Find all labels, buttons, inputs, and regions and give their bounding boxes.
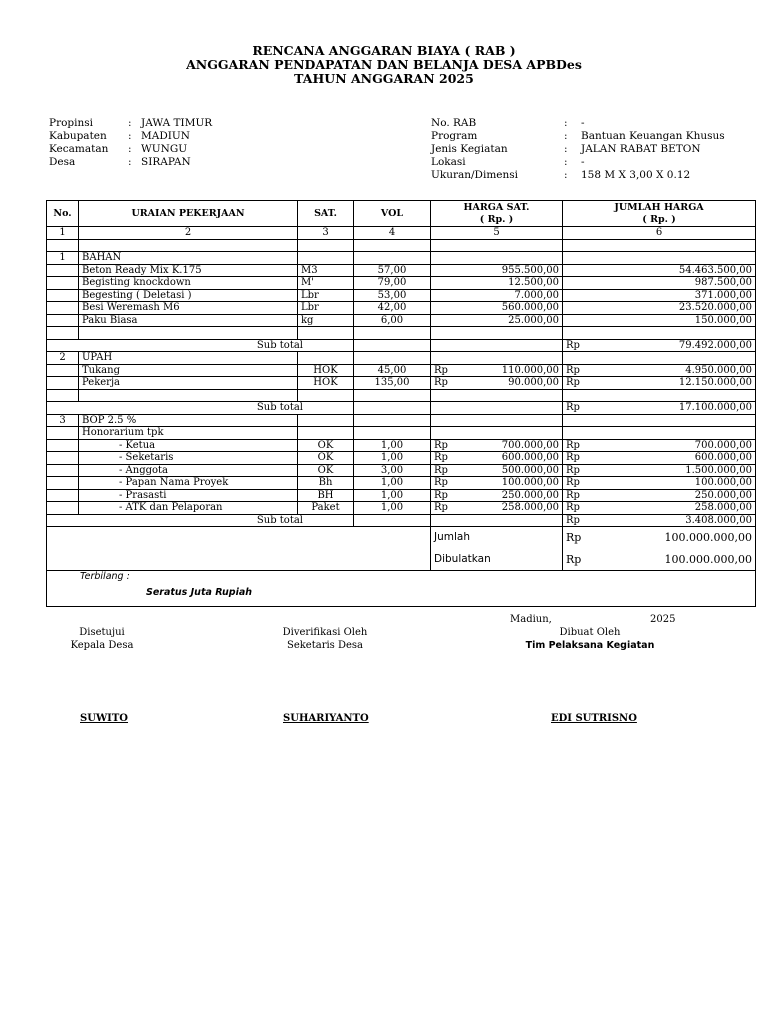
info-row [431, 143, 761, 156]
item-no-cell [47, 364, 79, 377]
empty-cell [431, 239, 563, 252]
info-value: Bantuan Keuangan Khusus [581, 130, 725, 142]
empty-cell [563, 389, 756, 402]
item-total: 258.000,00 [599, 502, 756, 515]
item-unit: HOK [298, 377, 354, 390]
info-row [49, 117, 379, 130]
currency-label: Rp [431, 477, 467, 490]
jumlah-row [47, 527, 756, 549]
info-value: MADIUN [141, 130, 190, 142]
footer-seketaris-desa: Seketaris Desa [286, 640, 364, 651]
item-name: - Anggota [79, 464, 298, 477]
terbilang-value: Seratus Juta Rupiah [146, 587, 252, 598]
section-row [47, 352, 756, 365]
item-total: 1.500.000,00 [599, 464, 756, 477]
item-unit: M3 [298, 264, 354, 277]
empty-cell [298, 239, 354, 252]
header-jumlah-line2: ( Rp. ) [642, 213, 676, 225]
item-volume: 135,00 [354, 377, 431, 390]
header-jumlah-line1: JUMLAH HARGA [614, 201, 704, 213]
section-row [47, 414, 756, 427]
table-cell [298, 414, 354, 427]
section-row [47, 252, 756, 265]
item-no-cell [47, 489, 79, 502]
table-cell [298, 427, 354, 440]
info-value: - [581, 117, 585, 129]
dibulatkan-value: 100.000.000,00 [599, 549, 756, 571]
info-separator: : [564, 143, 568, 155]
table-cell [431, 514, 563, 527]
info-value: WUNGU [141, 143, 188, 155]
item-no-cell [47, 377, 79, 390]
footer-diverifikasi: Diverifikasi Oleh [282, 627, 368, 638]
currency-label: Rp [563, 339, 599, 352]
info-label: Ukuran/Dimensi [431, 169, 519, 181]
table-row [47, 464, 756, 477]
info-separator: : [564, 169, 568, 181]
footer-place: Madiun, [510, 614, 552, 625]
item-no-cell [47, 439, 79, 452]
item-name: - ATK dan Pelaporan [79, 502, 298, 515]
currency-label: Rp [563, 464, 599, 477]
info-label: Kecamatan [49, 143, 109, 155]
item-no-cell [47, 277, 79, 290]
item-unit: M' [298, 277, 354, 290]
item-unit-price: 955.500,00 [431, 264, 563, 277]
table-row [47, 502, 756, 515]
currency-label: Rp [431, 489, 467, 502]
header-uraian: URAIAN PEKERJAAN [79, 201, 298, 227]
item-no-cell [47, 289, 79, 302]
currency-label: Rp [563, 549, 599, 571]
colnum-cell: 3 [298, 227, 354, 240]
table-cell [431, 427, 563, 440]
table-cell [354, 402, 431, 415]
empty-cell [354, 327, 431, 340]
section-number: 3 [47, 414, 79, 427]
item-no-cell [47, 264, 79, 277]
info-row [49, 130, 379, 143]
item-name: - Ketua [79, 439, 298, 452]
empty-cell [354, 389, 431, 402]
item-total: 12.150.000,00 [599, 377, 756, 390]
doc-title-line2: ANGGARAN PENDAPATAN DAN BELANJA DESA APBDes [186, 57, 582, 72]
item-unit-price: 110.000,00 [467, 364, 563, 377]
item-volume: 6,00 [354, 314, 431, 327]
doc-title-line1: RENCANA ANGGARAN BIAYA ( RAB ) [252, 43, 516, 58]
info-row [49, 143, 379, 156]
table-row [47, 489, 756, 502]
item-total: 4.950.000,00 [599, 364, 756, 377]
table-cell [563, 427, 756, 440]
item-volume: 45,00 [354, 364, 431, 377]
info-separator: : [564, 130, 568, 142]
empty-row [47, 327, 756, 340]
item-no-cell [47, 502, 79, 515]
empty-cell [563, 327, 756, 340]
info-row [49, 156, 379, 169]
item-unit: OK [298, 464, 354, 477]
currency-label: Rp [563, 502, 599, 515]
empty-cell [79, 327, 298, 340]
item-total: 700.000,00 [599, 439, 756, 452]
item-name: - Seketaris [79, 452, 298, 465]
item-name: - Prasasti [79, 489, 298, 502]
item-unit: Lbr [298, 289, 354, 302]
currency-label: Rp [563, 527, 599, 549]
currency-label: Rp [563, 364, 599, 377]
item-total: 371.000,00 [563, 289, 756, 302]
colnum-cell: 2 [79, 227, 298, 240]
currency-label: Rp [431, 364, 467, 377]
item-total: 600.000,00 [599, 452, 756, 465]
terbilang-row [47, 571, 756, 607]
info-row [431, 117, 761, 130]
item-volume: 3,00 [354, 464, 431, 477]
table-cell [354, 352, 431, 365]
item-no-cell [47, 464, 79, 477]
info-label: Propinsi [49, 117, 93, 129]
table-cell [431, 252, 563, 265]
item-total: 100.000,00 [599, 477, 756, 490]
item-unit-price: 12.500,00 [431, 277, 563, 290]
doc-title-line3: TAHUN ANGGARAN 2025 [294, 71, 474, 86]
item-unit-price: 250.000,00 [467, 489, 563, 502]
header-vol: VOL [354, 201, 431, 227]
header-sat: SAT. [298, 201, 354, 227]
empty-row [47, 389, 756, 402]
table-cell [431, 339, 563, 352]
subtotal-value: 79.492.000,00 [599, 339, 756, 352]
item-unit-price: 25.000,00 [431, 314, 563, 327]
item-unit-price: 560.000,00 [431, 302, 563, 315]
info-row [431, 156, 761, 169]
empty-cell [298, 327, 354, 340]
currency-label: Rp [563, 477, 599, 490]
item-name: Begesting ( Deletasi ) [79, 289, 298, 302]
subtotal-row [47, 402, 756, 415]
item-unit-price: 600.000,00 [467, 452, 563, 465]
signer-kepala-desa: SUWITO [80, 713, 129, 724]
item-name: Pekerja [79, 377, 298, 390]
table-cell [354, 514, 431, 527]
colnum-cell: 4 [354, 227, 431, 240]
item-unit: OK [298, 439, 354, 452]
table-row [47, 364, 756, 377]
info-label: Kabupaten [49, 130, 107, 142]
currency-label: Rp [563, 377, 599, 390]
currency-label: Rp [431, 452, 467, 465]
section-title: BAHAN [79, 252, 298, 265]
info-label: Desa [49, 156, 76, 168]
info-value: - [581, 156, 585, 168]
item-name: Tukang [79, 364, 298, 377]
empty-cell [47, 389, 79, 402]
info-separator: : [128, 143, 132, 155]
table-cell [354, 427, 431, 440]
item-unit: Paket [298, 502, 354, 515]
info-separator: : [128, 130, 132, 142]
item-name: Begisting knockdown [79, 277, 298, 290]
footer-tim: Tim Pelaksana Kegiatan [525, 640, 655, 651]
column-number-row [47, 227, 756, 240]
item-unit: Bh [298, 477, 354, 490]
currency-label: Rp [563, 489, 599, 502]
table-row [47, 302, 756, 315]
table-row [47, 452, 756, 465]
info-separator: : [564, 156, 568, 168]
section-title: BOP 2.5 % [79, 414, 298, 427]
item-name: - Papan Nama Proyek [79, 477, 298, 490]
table-row [47, 377, 756, 390]
empty-row [47, 239, 756, 252]
item-total: 987.500,00 [563, 277, 756, 290]
section-subtitle-row [47, 427, 756, 440]
item-total: 250.000,00 [599, 489, 756, 502]
subtotal-label: Sub total [47, 339, 354, 352]
item-volume: 1,00 [354, 502, 431, 515]
item-no-cell [47, 477, 79, 490]
subtotal-row [47, 514, 756, 527]
table-row [47, 264, 756, 277]
item-volume: 1,00 [354, 439, 431, 452]
currency-label: Rp [563, 402, 599, 415]
item-volume: 1,00 [354, 489, 431, 502]
table-cell [431, 414, 563, 427]
header-harga-line2: ( Rp. ) [479, 213, 514, 225]
info-label: Jenis Kegiatan [431, 143, 508, 155]
table-cell [354, 414, 431, 427]
table-row [47, 439, 756, 452]
subtotal-value: 17.100.000,00 [599, 402, 756, 415]
footer-disetujui: Disetujui [79, 627, 125, 638]
table-cell [431, 352, 563, 365]
terbilang-label: Terbilang : [80, 571, 130, 582]
item-no-cell [47, 452, 79, 465]
table-cell [563, 352, 756, 365]
item-total: 54.463.500,00 [563, 264, 756, 277]
subtotal-value: 3.408.000,00 [599, 514, 756, 527]
item-unit-price: 500.000,00 [467, 464, 563, 477]
table-cell [563, 252, 756, 265]
currency-label: Rp [563, 439, 599, 452]
info-label: Lokasi [431, 156, 466, 168]
table-cell [354, 252, 431, 265]
blank-cell [47, 527, 431, 549]
dibulatkan-label: Dibulatkan [431, 549, 563, 571]
terbilang-cell [47, 571, 756, 607]
colnum-cell: 5 [431, 227, 563, 240]
currency-label: Rp [431, 439, 467, 452]
info-separator: : [128, 117, 132, 129]
item-name: Beton Ready Mix K.175 [79, 264, 298, 277]
item-no-cell [47, 314, 79, 327]
empty-cell [79, 389, 298, 402]
item-unit-price: 700.000,00 [467, 439, 563, 452]
section-title: UPAH [79, 352, 298, 365]
item-volume: 1,00 [354, 477, 431, 490]
info-value: 158 M X 3,00 X 0.12 [581, 169, 691, 181]
jumlah-value: 100.000.000,00 [599, 527, 756, 549]
info-row [431, 169, 761, 182]
item-unit: BH [298, 489, 354, 502]
currency-label: Rp [431, 502, 467, 515]
info-value: JALAN RABAT BETON [581, 143, 701, 155]
currency-label: Rp [431, 377, 467, 390]
table-row [47, 277, 756, 290]
empty-cell [47, 327, 79, 340]
table-row [47, 314, 756, 327]
footer-dibuat: Dibuat Oleh [559, 627, 621, 638]
info-separator: : [128, 156, 132, 168]
colnum-cell: 6 [563, 227, 756, 240]
rab-table [46, 200, 756, 607]
item-volume: 57,00 [354, 264, 431, 277]
info-separator: : [564, 117, 568, 129]
table-row [47, 477, 756, 490]
currency-label: Rp [563, 514, 599, 527]
info-label: No. RAB [431, 117, 477, 129]
item-unit: Lbr [298, 302, 354, 315]
table-cell [563, 414, 756, 427]
header-harga-line1: HARGA SAT. [463, 201, 530, 213]
item-unit-price: 90.000,00 [467, 377, 563, 390]
empty-cell [47, 239, 79, 252]
subtotal-label: Sub total [47, 402, 354, 415]
info-value: SIRAPAN [141, 156, 191, 168]
subtotal-label: Sub total [47, 514, 354, 527]
info-row [431, 130, 761, 143]
item-name: Besi Weremash M6 [79, 302, 298, 315]
empty-cell [79, 239, 298, 252]
item-unit: OK [298, 452, 354, 465]
empty-cell [431, 327, 563, 340]
header-jumlah-harga [563, 201, 756, 227]
item-unit-price: 100.000,00 [467, 477, 563, 490]
item-unit: kg [298, 314, 354, 327]
info-value: JAWA TIMUR [141, 117, 213, 129]
item-volume: 42,00 [354, 302, 431, 315]
item-volume: 53,00 [354, 289, 431, 302]
section-subtitle: Honorarium tpk [79, 427, 298, 440]
table-cell [47, 427, 79, 440]
section-number: 1 [47, 252, 79, 265]
blank-cell [47, 549, 431, 571]
item-name: Paku Biasa [79, 314, 298, 327]
header-no: No. [47, 201, 79, 227]
currency-label: Rp [431, 464, 467, 477]
jumlah-label: Jumlah [431, 527, 563, 549]
empty-cell [563, 239, 756, 252]
dibulatkan-row [47, 549, 756, 571]
item-volume: 79,00 [354, 277, 431, 290]
table-cell [298, 352, 354, 365]
footer-year: 2025 [650, 614, 676, 625]
empty-cell [298, 389, 354, 402]
empty-cell [431, 389, 563, 402]
table-cell [298, 252, 354, 265]
item-volume: 1,00 [354, 452, 431, 465]
item-no-cell [47, 302, 79, 315]
empty-cell [354, 239, 431, 252]
footer-kepala-desa: Kepala Desa [70, 640, 134, 651]
section-number: 2 [47, 352, 79, 365]
item-total: 23.520.000,00 [563, 302, 756, 315]
table-cell [354, 339, 431, 352]
info-label: Program [431, 130, 478, 142]
table-cell [431, 402, 563, 415]
item-unit: HOK [298, 364, 354, 377]
table-row [47, 289, 756, 302]
subtotal-row [47, 339, 756, 352]
header-harga-sat [431, 201, 563, 227]
signer-seketaris-desa: SUHARIYANTO [283, 713, 369, 724]
item-unit-price: 7.000,00 [431, 289, 563, 302]
item-total: 150.000,00 [563, 314, 756, 327]
colnum-cell: 1 [47, 227, 79, 240]
currency-label: Rp [563, 452, 599, 465]
signer-tim: EDI SUTRISNO [551, 713, 637, 724]
item-unit-price: 258.000,00 [467, 502, 563, 515]
